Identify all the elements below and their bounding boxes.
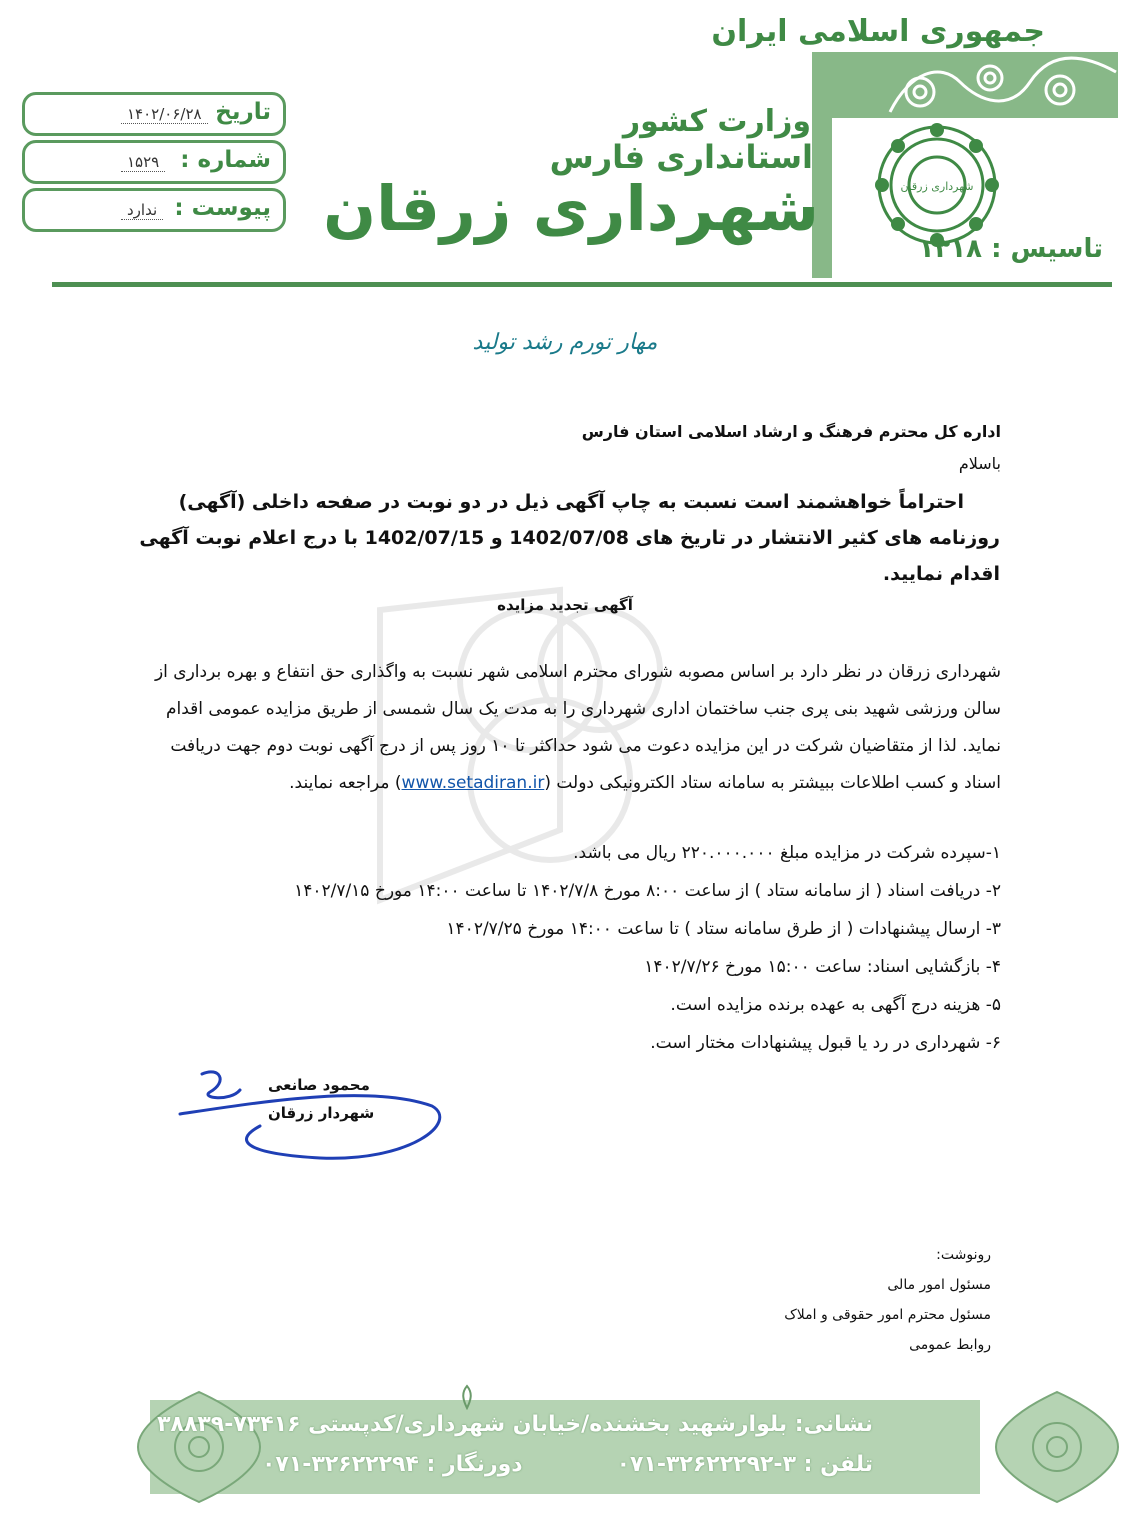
number-box bbox=[22, 140, 286, 184]
term-item: ۴- بازگشایی اسناد: ساعت ۱۵:۰۰ مورخ ۱۴۰۲/۷/۲۶ bbox=[644, 957, 1001, 977]
request-text: احتراماً خواهشمند است نسبت به چاپ آگهی ذیل در دو نوبت در صفحه داخلی (آگهی) روزنامه های کثیر الانتشار در تاریخ های 1402/07/08 و 1402/07/15 با درج اعلام نوبت آگهی اقدام نمایید. bbox=[139, 491, 1000, 585]
attachment-value: ندارد bbox=[121, 201, 163, 220]
footer-ornament-icon bbox=[134, 1388, 264, 1506]
seal-text: شهرداری زرقان bbox=[900, 180, 974, 193]
header-divider bbox=[52, 282, 1112, 287]
term-item: ۳- ارسال پیشنهادات ( از طرق سامانه ستاد ) تا ساعت ۱۴:۰۰ مورخ ۱۴۰۲/۷/۲۵ bbox=[446, 919, 1001, 939]
term-item: ۵- هزینه درج آگهی به عهده برنده مزایده است. bbox=[670, 995, 1001, 1015]
republic-title: جمهوری اسلامی ایران bbox=[711, 14, 1045, 49]
request-paragraph bbox=[135, 484, 1000, 592]
footer-address: نشانی: بلوارشهید بخشنده/خیابان شهرداری/کدپستی ۷۳۴۱۶-۳۸۸۳۹ bbox=[157, 1412, 873, 1437]
greeting: باسلام bbox=[958, 454, 1001, 473]
governorate-title: استانداری فارس bbox=[549, 138, 813, 176]
announcement-end: ) مراجعه نمایند. bbox=[289, 773, 402, 793]
date-label: تاریخ bbox=[215, 99, 271, 125]
cc-item: مسئول امور مالی bbox=[887, 1277, 991, 1293]
cc-block bbox=[784, 1240, 991, 1360]
announcement-paragraph bbox=[133, 654, 1001, 802]
date-value: ۱۴۰۲/۰۶/۲۸ bbox=[121, 105, 208, 124]
ministry-title: وزارت کشور bbox=[622, 104, 811, 139]
cc-item: روابط عمومی bbox=[909, 1337, 991, 1353]
terms-list bbox=[133, 834, 1001, 1062]
attachment-box bbox=[22, 188, 286, 232]
term-item: ۱-سپرده شرکت در مزایده مبلغ ۲۲۰.۰۰۰.۰۰۰ ریال می باشد. bbox=[573, 843, 1001, 863]
cc-label: رونوشت: bbox=[936, 1247, 991, 1263]
footer-fax: دورنگار : ۳۲۶۲۲۲۹۴-۰۷۱ bbox=[262, 1452, 523, 1477]
floral-ornament-icon bbox=[880, 52, 1118, 118]
founded-year: تاسیس : ۱۳۱۸ bbox=[918, 234, 1103, 264]
recipient: اداره کل محترم فرهنگ و ارشاد اسلامی استان فارس bbox=[581, 422, 1001, 441]
slogan: مهار تورم رشد تولید bbox=[472, 330, 658, 355]
footer-ornament-icon bbox=[992, 1388, 1122, 1506]
signer-title: شهردار زرقان bbox=[268, 1104, 375, 1122]
setadiran-link[interactable]: www.setadiran.ir bbox=[401, 773, 545, 793]
term-item: ۲- دریافت اسناد ( از سامانه ستاد ) از ساعت ۸:۰۰ مورخ ۱۴۰۲/۷/۸ تا ساعت ۱۴:۰۰ مورخ ۱۴۰۲/۷/۱۵ bbox=[294, 881, 1001, 901]
municipality-title: شهرداری زرقان bbox=[323, 172, 819, 245]
date-box bbox=[22, 92, 286, 136]
notice-title: آگهی تجدید مزایده bbox=[497, 596, 633, 614]
footer-phone: تلفن : ۳-۳۲۶۲۲۲۹۲-۰۷۱ bbox=[616, 1452, 873, 1477]
attachment-label: پیوست : bbox=[174, 195, 271, 221]
small-flower-icon bbox=[456, 1384, 478, 1410]
number-value: ۱۵۲۹ bbox=[121, 153, 165, 172]
signer-name: محمود صانعی bbox=[268, 1076, 370, 1094]
announcement-text: شهرداری زرقان در نظر دارد بر اساس مصوبه شورای محترم اسلامی شهر نسبت به واگذاری حق انتفاع و بهره برداری از سالن ورزشی شهید بنی پری جنب ساختمان اداری شهرداری را به مدت یک سال شمسی از طریق مزایده عمومی اقدام نماید. لذا از متقاضیان شرکت در این مزایده دعوت می شود حداکثر تا ۱۰ روز پس از درج آگهی نوبت دوم جهت دریافت اسناد و کسب اطلاعات ببیشتر به سامانه ستاد الکترونیکی دولت ( bbox=[154, 662, 1001, 793]
cc-item: مسئول محترم امور حقوقی و املاک bbox=[784, 1307, 991, 1323]
term-item: ۶- شهرداری در رد یا قبول پیشنهادات مختار است. bbox=[650, 1033, 1001, 1053]
number-label: شماره : bbox=[180, 147, 271, 173]
municipality-seal-icon bbox=[872, 120, 1002, 250]
